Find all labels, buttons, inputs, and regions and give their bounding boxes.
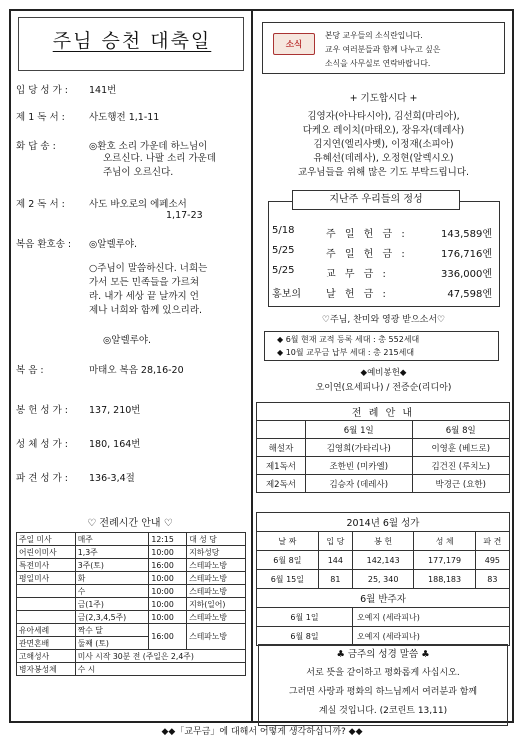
newcomer-names: 오이연(요세피나) / 전증순(리디아): [315, 383, 452, 393]
offering-date: 5/25: [272, 265, 295, 276]
cell: 83: [475, 570, 509, 589]
news-logo: [273, 33, 315, 55]
cell: 6월 8일: [257, 627, 353, 646]
cell: 주일 미사: [17, 533, 76, 546]
notice-box: [262, 22, 505, 74]
cell: 142,143: [352, 551, 413, 570]
cell: 파 견: [475, 532, 509, 551]
communion-value: 180, 164번: [89, 439, 141, 450]
cell: 6월 15일: [257, 570, 319, 589]
cell: 495: [475, 551, 509, 570]
table-row: [17, 624, 246, 637]
cell: 성 체: [414, 532, 475, 551]
verse-title: ♣ 금주의 성경 말씀 ♣: [336, 649, 430, 660]
newcomer-title: ◆예비봉헌◆: [360, 368, 407, 378]
psalm-continuation: [103, 152, 261, 180]
notice-line: 교우 여러분들과 함께 나누고 싶은: [325, 45, 441, 54]
cell: 10:00: [149, 546, 187, 559]
recessional-value: 136-3,4절: [89, 473, 135, 484]
acclamation-line: 가서 모든 민족들을 가르쳐: [89, 277, 200, 288]
cell: 제2독서: [257, 475, 306, 493]
notice-text: [325, 29, 503, 71]
table-row: [17, 598, 246, 611]
cell: [17, 611, 76, 624]
cell: 평일미사: [17, 572, 76, 585]
cell: 스테파노방: [187, 585, 246, 598]
cell: 미사 시작 30분 전 (주일은 2,4주): [75, 650, 245, 663]
offertory-label: 봉 헌 성 가 :: [16, 405, 68, 416]
verse-line: 계실 것입니다. (2코린트 13,11): [318, 706, 448, 716]
stats-line: ◆ 10월 교무금 납부 세대 : 총 215세대: [277, 348, 415, 357]
entrance-hymn-value: 141번: [89, 85, 117, 96]
prayer-line: 교우님들을 위해 많은 기도 부탁드립니다.: [297, 167, 470, 178]
cell: 대 성 당: [187, 533, 246, 546]
worship-schedule-table: [16, 532, 246, 676]
cell: 1,3주: [75, 546, 149, 559]
cell: 조한빈 (미카엘): [306, 457, 413, 475]
prayer-title: + 기도합시다 +: [349, 93, 418, 104]
offering-date: 홍보의: [272, 289, 301, 300]
cell: 6월 1일: [306, 421, 413, 439]
acclamation-value: ◎알렐루야.: [89, 239, 138, 250]
cell: 김영희(가타리나): [306, 439, 413, 457]
table-row: [17, 663, 246, 676]
verse-line: 서로 뜻을 같이하고 평화롭게 사십시오.: [306, 668, 460, 678]
table-row: [257, 532, 510, 551]
hymn-title: 2014년 6월 성가: [257, 513, 510, 532]
table-row: [257, 457, 510, 475]
table-row: [257, 589, 510, 608]
second-reading-value: 사도 바오로의 에페소서: [89, 199, 187, 210]
cell: 10:00: [149, 598, 187, 611]
offering-type: 주 일 헌 금 :: [326, 229, 408, 240]
offering-date: 5/18: [272, 225, 295, 236]
cell: 어린이미사: [17, 546, 76, 559]
prayer-list: [256, 110, 511, 180]
cell: 고해성사: [17, 650, 76, 663]
cell: 화: [75, 572, 149, 585]
cell: 지하(일어): [187, 598, 246, 611]
offering-type: 교 무 금 :: [326, 269, 389, 280]
psalm-label: 화 답 송 :: [16, 141, 56, 152]
cell: 오예지 (세라피나): [352, 627, 509, 646]
liturgy-title: 전 례 안 내: [257, 403, 510, 421]
entrance-hymn-label: 입 당 성 가 :: [16, 85, 68, 96]
notice-line: 소식을 사무실로 연락바랍니다.: [325, 59, 431, 68]
cell: 지하성당: [187, 546, 246, 559]
cell: 188,183: [414, 570, 475, 589]
cell: 10:00: [149, 585, 187, 598]
cell: 수: [75, 585, 149, 598]
cell: 이영훈 (베드로): [412, 439, 510, 457]
cell: 봉 헌: [352, 532, 413, 551]
cell: 짝수 달: [75, 624, 149, 637]
offering-amount: 47,598엔: [447, 289, 492, 300]
cell: 16:00: [149, 624, 187, 650]
cell: [257, 421, 306, 439]
cell: 둘째 (토): [75, 637, 149, 650]
cell: 10:00: [149, 611, 187, 624]
cell: 81: [318, 570, 352, 589]
table-row: [17, 611, 246, 624]
table-row: [257, 439, 510, 457]
worship-schedule-title: ♡ 전례시간 안내 ♡: [87, 518, 173, 529]
cell: 스테파노방: [187, 572, 246, 585]
cell: 김승자 (데레사): [306, 475, 413, 493]
acclamation-line: 제나 너희와 함께 있으리라.: [89, 305, 203, 316]
cell: 10:00: [149, 572, 187, 585]
table-row: [257, 608, 510, 627]
cell: 177,179: [414, 551, 475, 570]
page-title: 주님 승천 대축일: [52, 30, 212, 52]
table-row: [257, 570, 510, 589]
prayer-line: 김지연(엘리사벳), 이정재(소피아): [313, 139, 454, 150]
cell: 6월 8일: [412, 421, 510, 439]
cell: 스테파노방: [187, 611, 246, 624]
verse-line: 그러면 사랑과 평화의 하느님께서 여러분과 함께: [288, 687, 478, 697]
stats-line: ◆ 6월 현재 교적 등록 세대 : 총 552세대: [277, 335, 420, 344]
offering-title: 지난주 우리들의 정성: [292, 190, 460, 210]
footer-question: ◆◆「교무금」에 대해서 어떻게 생각하십니까? ◆◆: [161, 727, 363, 737]
psalm-value: ◎환호 소리 가운데 하느님이: [89, 141, 208, 152]
cell: 유아세례: [17, 624, 76, 637]
psalm-line: 오르신다. 나팔 소리 가운데: [103, 153, 217, 164]
cell: [17, 585, 76, 598]
offering-thanks: ♡주님, 찬미와 영광 받으소서♡: [321, 315, 446, 325]
table-row: [17, 533, 246, 546]
cell: 매주: [75, 533, 149, 546]
table-row: [17, 546, 246, 559]
cell: 관면혼배: [17, 637, 76, 650]
table-row: [257, 513, 510, 532]
notice-line: 본당 교우들의 소식란입니다.: [325, 31, 423, 40]
cell: 해설자: [257, 439, 306, 457]
offering-type: 주 일 헌 금 :: [326, 249, 408, 260]
title-box: [18, 17, 244, 71]
cell: 스테파노방: [187, 624, 246, 650]
cell: 12:15: [149, 533, 187, 546]
cell: 입 당: [318, 532, 352, 551]
cell: 병자봉성체: [17, 663, 76, 676]
second-reading-label: 제 2 독 서 :: [16, 199, 65, 210]
table-row: [17, 572, 246, 585]
acclamation-label: 복음 환호송 :: [16, 239, 72, 250]
offertory-value: 137, 210번: [89, 405, 141, 416]
table-row: [17, 650, 246, 663]
acclamation-line: ○주님이 말씀하신다. 너희는: [89, 263, 208, 274]
cell: 6월 8일: [257, 551, 319, 570]
cell: 박경근 (요한): [412, 475, 510, 493]
registration-stats: [264, 331, 499, 361]
table-row: [17, 585, 246, 598]
prayer-line: 다케오 레이치(마태오), 장유자(데레사): [302, 125, 465, 136]
cell: 3주(토): [75, 559, 149, 572]
cell: 6월 1일: [257, 608, 353, 627]
cell: 수 시: [75, 663, 245, 676]
table-row: [257, 551, 510, 570]
offering-type: 날 헌 금 :: [326, 289, 389, 300]
cell: 금(1주): [75, 598, 149, 611]
table-row: [257, 403, 510, 421]
cell: 제1독서: [257, 457, 306, 475]
offering-date: 5/25: [272, 245, 295, 256]
table-row: [257, 475, 510, 493]
offering-amount: 336,000엔: [440, 269, 492, 280]
table-row: [257, 627, 510, 646]
communion-label: 성 체 성 가 :: [16, 439, 68, 450]
cell: 스테파노방: [187, 559, 246, 572]
second-reading-ref: 1,17-23: [166, 210, 203, 221]
first-reading-label: 제 1 독 서 :: [16, 112, 65, 123]
table-row: [257, 421, 510, 439]
psalm-line: 주님이 오르신다.: [103, 167, 174, 178]
cell: 날 짜: [257, 532, 319, 551]
acclamation-verse: [89, 262, 247, 318]
cell: 김건진 (루치노): [412, 457, 510, 475]
gospel-value: 마태오 복음 28,16-20: [89, 365, 184, 376]
table-row: [17, 559, 246, 572]
cell: 25, 340: [352, 570, 413, 589]
weekly-verse-box: [258, 644, 508, 726]
prayer-line: 유혜선(데레사), 오정현(알렉시오): [313, 153, 454, 164]
cell: 금(2,3,4,5주): [75, 611, 149, 624]
server-title: 6월 반주자: [257, 589, 510, 608]
column-divider: [251, 9, 253, 723]
news-logo-text: 소식: [285, 40, 303, 50]
cell: 오예지 (세라피나): [352, 608, 509, 627]
first-reading-value: 사도행전 1,1-11: [89, 112, 160, 123]
acclamation-line: 라. 내가 세상 끝 날까지 언: [89, 291, 199, 302]
cell: 특전미사: [17, 559, 76, 572]
offering-amount: 143,589엔: [440, 229, 492, 240]
recessional-label: 파 견 성 가 :: [16, 473, 68, 484]
hymn-table: [256, 512, 510, 646]
cell: [17, 598, 76, 611]
offering-amount: 176,716엔: [440, 249, 492, 260]
liturgy-table: [256, 402, 510, 493]
cell: 16:00: [149, 559, 187, 572]
prayer-line: 김영자(아나타시아), 김선희(마리아),: [307, 111, 460, 122]
cell: 144: [318, 551, 352, 570]
alleluia-repeat: ◎알렐루야.: [103, 335, 152, 346]
gospel-label: 복 음 :: [16, 365, 44, 376]
